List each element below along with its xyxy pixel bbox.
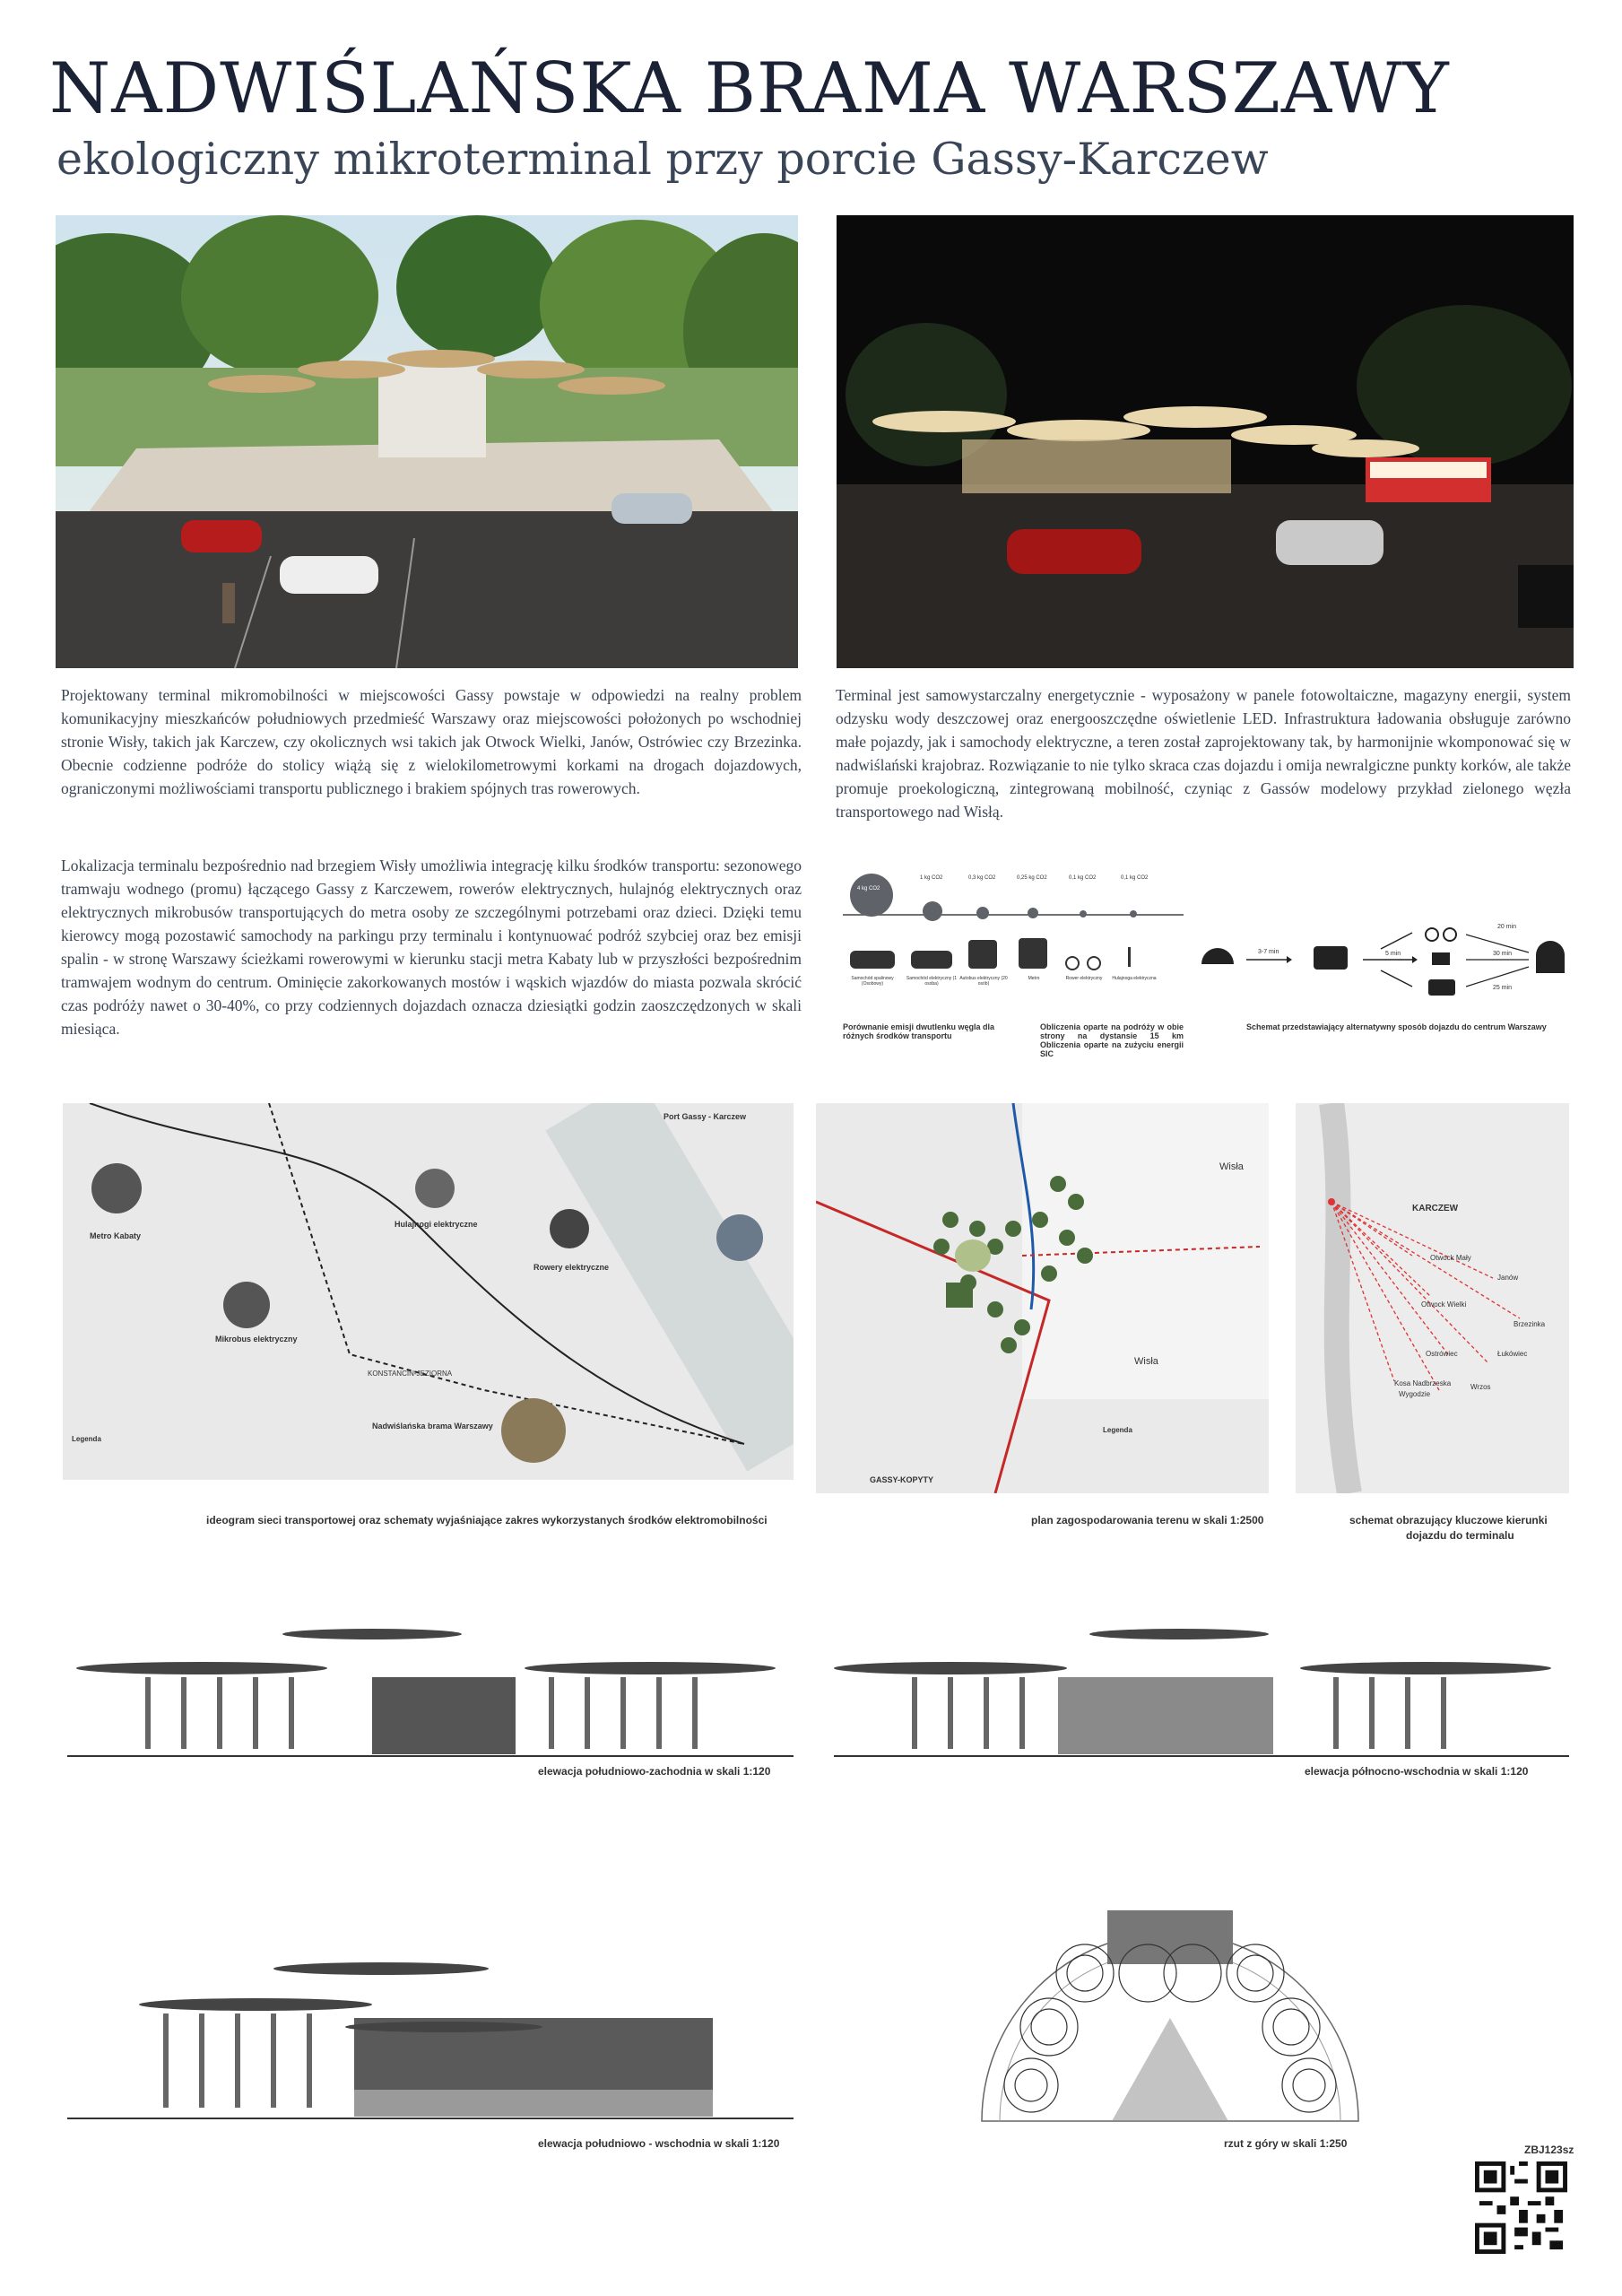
map3-label: Łukówiec — [1497, 1350, 1528, 1358]
elevation-northeast-caption: elewacja północno-wschodnia w skali 1:120 — [1305, 1765, 1529, 1778]
map3-label: Janów — [1497, 1274, 1519, 1282]
emissions-caption: Porównanie emisji dwutlenku węgla dla różnych środków transportu — [843, 1022, 995, 1040]
access-directions-map — [1296, 1103, 1569, 1493]
elevation-southwest-caption: elewacja południowo-zachodnia w skali 1:120 — [538, 1765, 771, 1778]
emissions-infographic — [843, 870, 1184, 1076]
qr-code — [1475, 2161, 1567, 2254]
vehicle-label: Samochód elektryczny (1 osoba) — [906, 976, 958, 987]
map3-caption-2: dojazdu do terminalu — [1406, 1529, 1514, 1542]
map1-label-gateway: Nadwiślańska brama Warszawy — [372, 1422, 493, 1431]
route-time: 20 min — [1497, 924, 1517, 930]
elevation-southwest-drawing — [67, 1623, 794, 1758]
map3-label: Otwock Mały — [1430, 1254, 1471, 1262]
route-time: 25 min — [1493, 985, 1513, 991]
map1-label-scooters: Hulajnogi elektryczne — [395, 1220, 478, 1229]
map3-caption-1: schemat obrazujący kluczowe kierunki — [1349, 1514, 1548, 1526]
map2-place-label: GASSY-KOPYTY — [870, 1475, 934, 1484]
route-time: 3-7 min — [1258, 949, 1279, 955]
entry-code: ZBJ123sz — [1524, 2144, 1574, 2156]
elevation-southeast-drawing — [67, 1955, 794, 2121]
day-render-image — [56, 215, 798, 668]
intro-paragraph: Projektowany terminal mikromobilności w miejscowości Gassy powstaje w odpowiedzi na realny problem komunikacyjny mieszkańców południowych przedmieść Warszawy oraz miejscowości położonych po wschodniej stronie Wisły, takich jak Karczew, czy okolicznych wsi takich jak Otwock Wielki, Janów, Ostrówiec czy Brzezinka. Obecnie codzienne podróże do stolicy wiążą się z wielokilometrowymi korkami na drogach dojazdowych, ograniczonymi możliwościami transportu publicznego i brakiem spójnych tras rowerowych. — [61, 686, 802, 797]
location-paragraph: Lokalizacja terminalu bezpośrednio nad brzegiem Wisły umożliwia integrację kilku środków transportu: sezonowego tramwaju wodnego (promu) łączącego Gassy z Karczewem, rowerów elektrycznych, hulajnóg elektrycznych oraz elektrycznych mikrobusów transportujących do metra osoby ze szczególnymi potrzebami oraz dzieci. Dzięki temu kierowcy mogą pozostawić samochody na parkingu przy terminalu i kontynuować podróż szybciej oraz bez emisji spalin - w stronę Warszawy ścieżkami rowerowymi w kierunku stacji metra Kabaty lub w przyszłości bezpośrednim tramwajem wodnym do centrum. Ominięcie zakorkowanych mostów i wąskich wjazdów do miasta pozwala skrócić czas podróży nawet o 30-40%, co przy codziennych dojazdach oznacza dziesiątki godzin zaoszczędzonych w skali miesiąca. — [61, 857, 802, 1038]
map2-caption: plan zagospodarowania terenu w skali 1:2500 — [1031, 1514, 1264, 1526]
emission-value: 1 kg CO2 — [920, 875, 943, 881]
emission-value: 4 kg CO2 — [857, 886, 880, 891]
map1-legend-title: Legenda — [72, 1435, 101, 1443]
site-plan-map — [816, 1103, 1269, 1493]
emission-values — [843, 875, 1184, 897]
route-time: 30 min — [1493, 951, 1513, 957]
map1-label-town: KONSTANCIN-JEZIORNA — [368, 1370, 453, 1378]
page-title: NADWIŚLAŃSKA BRAMA WARSZAWY — [49, 48, 1450, 129]
route-scheme — [1197, 897, 1574, 1040]
emissions-note: Obliczenia oparte na podróży w obie strony na dystansie 15 km Obliczenia oparte na zużyciu energii SIC — [1040, 1022, 1184, 1058]
vehicle-label: Autobus elektryczny (20 osób) — [959, 976, 1008, 987]
map3-label: Wygodzie — [1399, 1390, 1431, 1398]
emission-value: 0,1 kg CO2 — [1069, 875, 1097, 881]
route-time: 5 min — [1385, 951, 1401, 957]
map1-label-port: Port Gassy - Karczew — [664, 1112, 747, 1121]
vehicle-label: Rower elektryczny — [1065, 976, 1103, 981]
map1-label-bikes: Rowery elektryczne — [533, 1263, 610, 1272]
energy-paragraph: Terminal jest samowystarczalny energetycznie - wyposażony w panele fotowoltaiczne, magazyny energii, system odzysku wody deszczowej oraz energooszczędne oświetlenie LED. Infrastruktura ładowania obsługuje zarówno małe pojazdy, jak i samochody elektryczne, a teren został zaprojektowany tak, by harmonijnie wkomponować się w nadwiślański krajobraz. Rozwiązanie to nie tylko skraca czas dojazdu i omija newralgiczne punkty korków, ale także promuje proekologiczną, zintegrowaną mobilność, czyniąc z Gassów modelowy przykład zielonego węzła transportowego nad Wisłą. — [836, 686, 1571, 821]
vehicle-label: Hulajnoga elektryczna — [1112, 976, 1157, 981]
map1-caption: ideogram sieci transportowej oraz schematy wyjaśniające zakres wykorzystanych środków elektromobilności — [206, 1514, 768, 1526]
emission-value: 0,3 kg CO2 — [968, 875, 996, 881]
elevation-southeast-caption: elewacja południowo - wschodnia w skali 1:120 — [538, 2137, 780, 2150]
emission-value: 0,25 kg CO2 — [1017, 875, 1047, 881]
map2-legend-title: Legenda — [1103, 1426, 1132, 1434]
page-subtitle: ekologiczny mikroterminal przy porcie Gassy-Karczew — [56, 134, 1269, 185]
map2-river-label: Wisła — [1134, 1356, 1158, 1367]
transport-network-map — [63, 1103, 794, 1480]
map3-label: Brzezinka — [1514, 1320, 1546, 1328]
elevation-northeast-drawing — [834, 1623, 1569, 1758]
map3-label: Ostrówiec — [1426, 1350, 1458, 1358]
map1-label-minibus: Mikrobus elektryczny — [215, 1335, 298, 1344]
route-scheme-caption: Schemat przedstawiający alternatywny sposób dojazdu do centrum Warszawy — [1246, 1022, 1547, 1031]
night-render-image — [837, 215, 1574, 668]
top-view-plan-caption: rzut z góry w skali 1:250 — [1224, 2137, 1348, 2150]
map2-river-label: Wisła — [1219, 1161, 1244, 1172]
map3-label: Kosa Nadbrzeska — [1394, 1379, 1452, 1387]
map3-label: Wrzos — [1470, 1383, 1491, 1391]
map3-label: KARCZEW — [1412, 1204, 1459, 1213]
emission-value: 0,1 kg CO2 — [1121, 875, 1149, 881]
map3-label: Otwock Wielki — [1421, 1300, 1467, 1309]
map1-label-metro: Metro Kabaty — [90, 1231, 142, 1240]
vehicle-label: Metro — [1028, 976, 1040, 981]
vehicle-label: Samochód spalinowy (Osobowy) — [851, 976, 894, 987]
top-view-plan-drawing — [977, 1892, 1363, 2126]
